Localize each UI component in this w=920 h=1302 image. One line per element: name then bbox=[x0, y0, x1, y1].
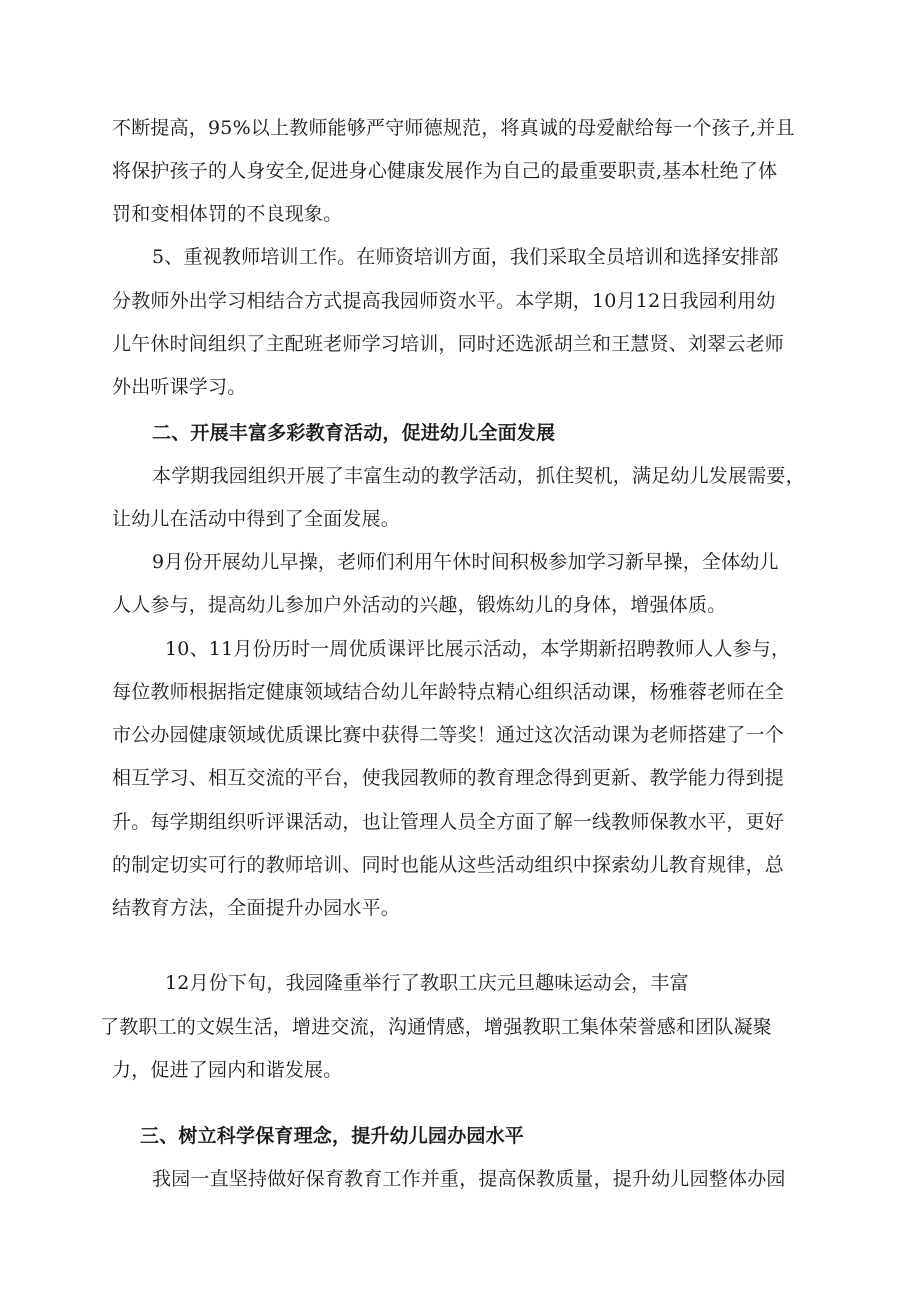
paragraph-line: 力，促进了园内和谐发展。 bbox=[112, 1059, 343, 1081]
paragraph-line: 儿午休时间组织了主配班老师学习培训，同时还选派胡兰和王慧贤、刘翠云老师 bbox=[112, 333, 785, 355]
paragraph-line: 人人参与，提高幼儿参加户外活动的兴趣，锻炼幼儿的身体，增强体质。 bbox=[112, 594, 727, 616]
section-heading: 二、开展丰富多彩教育活动，促进幼儿全面发展 bbox=[152, 422, 556, 444]
section-heading: 三、树立科学保育理念，提升幼儿园办园水平 bbox=[140, 1125, 525, 1147]
paragraph-line: 9月份开展幼儿早操，老师们利用午休时间积极参加学习新早操，全体幼儿 bbox=[152, 551, 779, 573]
paragraph-line: 了教职工的文娱生活，增进交流，沟通情感，增强教职工集体荣誉感和团队凝聚 bbox=[100, 1016, 773, 1038]
paragraph-line: 相互学习、相互交流的平台，使我园教师的教育理念得到更新、教学能力得到提 bbox=[112, 767, 785, 789]
paragraph-line: 外出听课学习。 bbox=[112, 376, 247, 398]
paragraph-line: 10、11月份历时一周优质课评比展示活动，本学期新招聘教师人人参与， bbox=[165, 638, 791, 660]
paragraph-line: 每位教师根据指定健康领域结合幼儿年龄特点精心组织活动课，杨雅蓉老师在全 bbox=[112, 681, 785, 703]
paragraph-line: 5、重视教师培训工作。在师资培训方面，我们采取全员培训和选择安排部 bbox=[152, 246, 779, 268]
paragraph-line: 的制定切实可行的教师培训、同时也能从这些活动组织中探索幼儿教育规律，总 bbox=[112, 854, 785, 876]
paragraph-line: 升。每学期组织听评课活动，也让管理人员全方面了解一线教师保教水平，更好 bbox=[112, 811, 785, 833]
paragraph-line: 12月份下旬，我园隆重举行了教职工庆元旦趣味运动会，丰富 bbox=[165, 972, 689, 994]
paragraph-line: 将保护孩子的人身安全,促进身心健康发展作为自己的最重要职责,基本杜绝了体 bbox=[112, 160, 778, 182]
paragraph-line: 本学期我园组织开展了丰富生动的教学活动，抓住契机，满足幼儿发展需要， bbox=[152, 465, 805, 487]
paragraph-line: 我园一直坚持做好保育教育工作并重，提高保教质量，提升幼儿园整体办园 bbox=[152, 1168, 786, 1190]
paragraph-line: 不断提高，95%以上教师能够严守师德规范，将真诚的母爱献给每一个孩子,并且 bbox=[112, 117, 795, 139]
paragraph-line: 分教师外出学习相结合方式提高我园师资水平。本学期，10月12日我园利用幼 bbox=[112, 290, 776, 312]
paragraph-line: 市公办园健康领域优质课比赛中获得二等奖！通过这次活动课为老师搭建了一个 bbox=[112, 724, 785, 746]
paragraph-line: 结教育方法，全面提升办园水平。 bbox=[112, 897, 401, 919]
paragraph-line: 罚和变相体罚的不良现象。 bbox=[112, 203, 343, 225]
paragraph-line: 让幼儿在活动中得到了全面发展。 bbox=[112, 508, 401, 530]
